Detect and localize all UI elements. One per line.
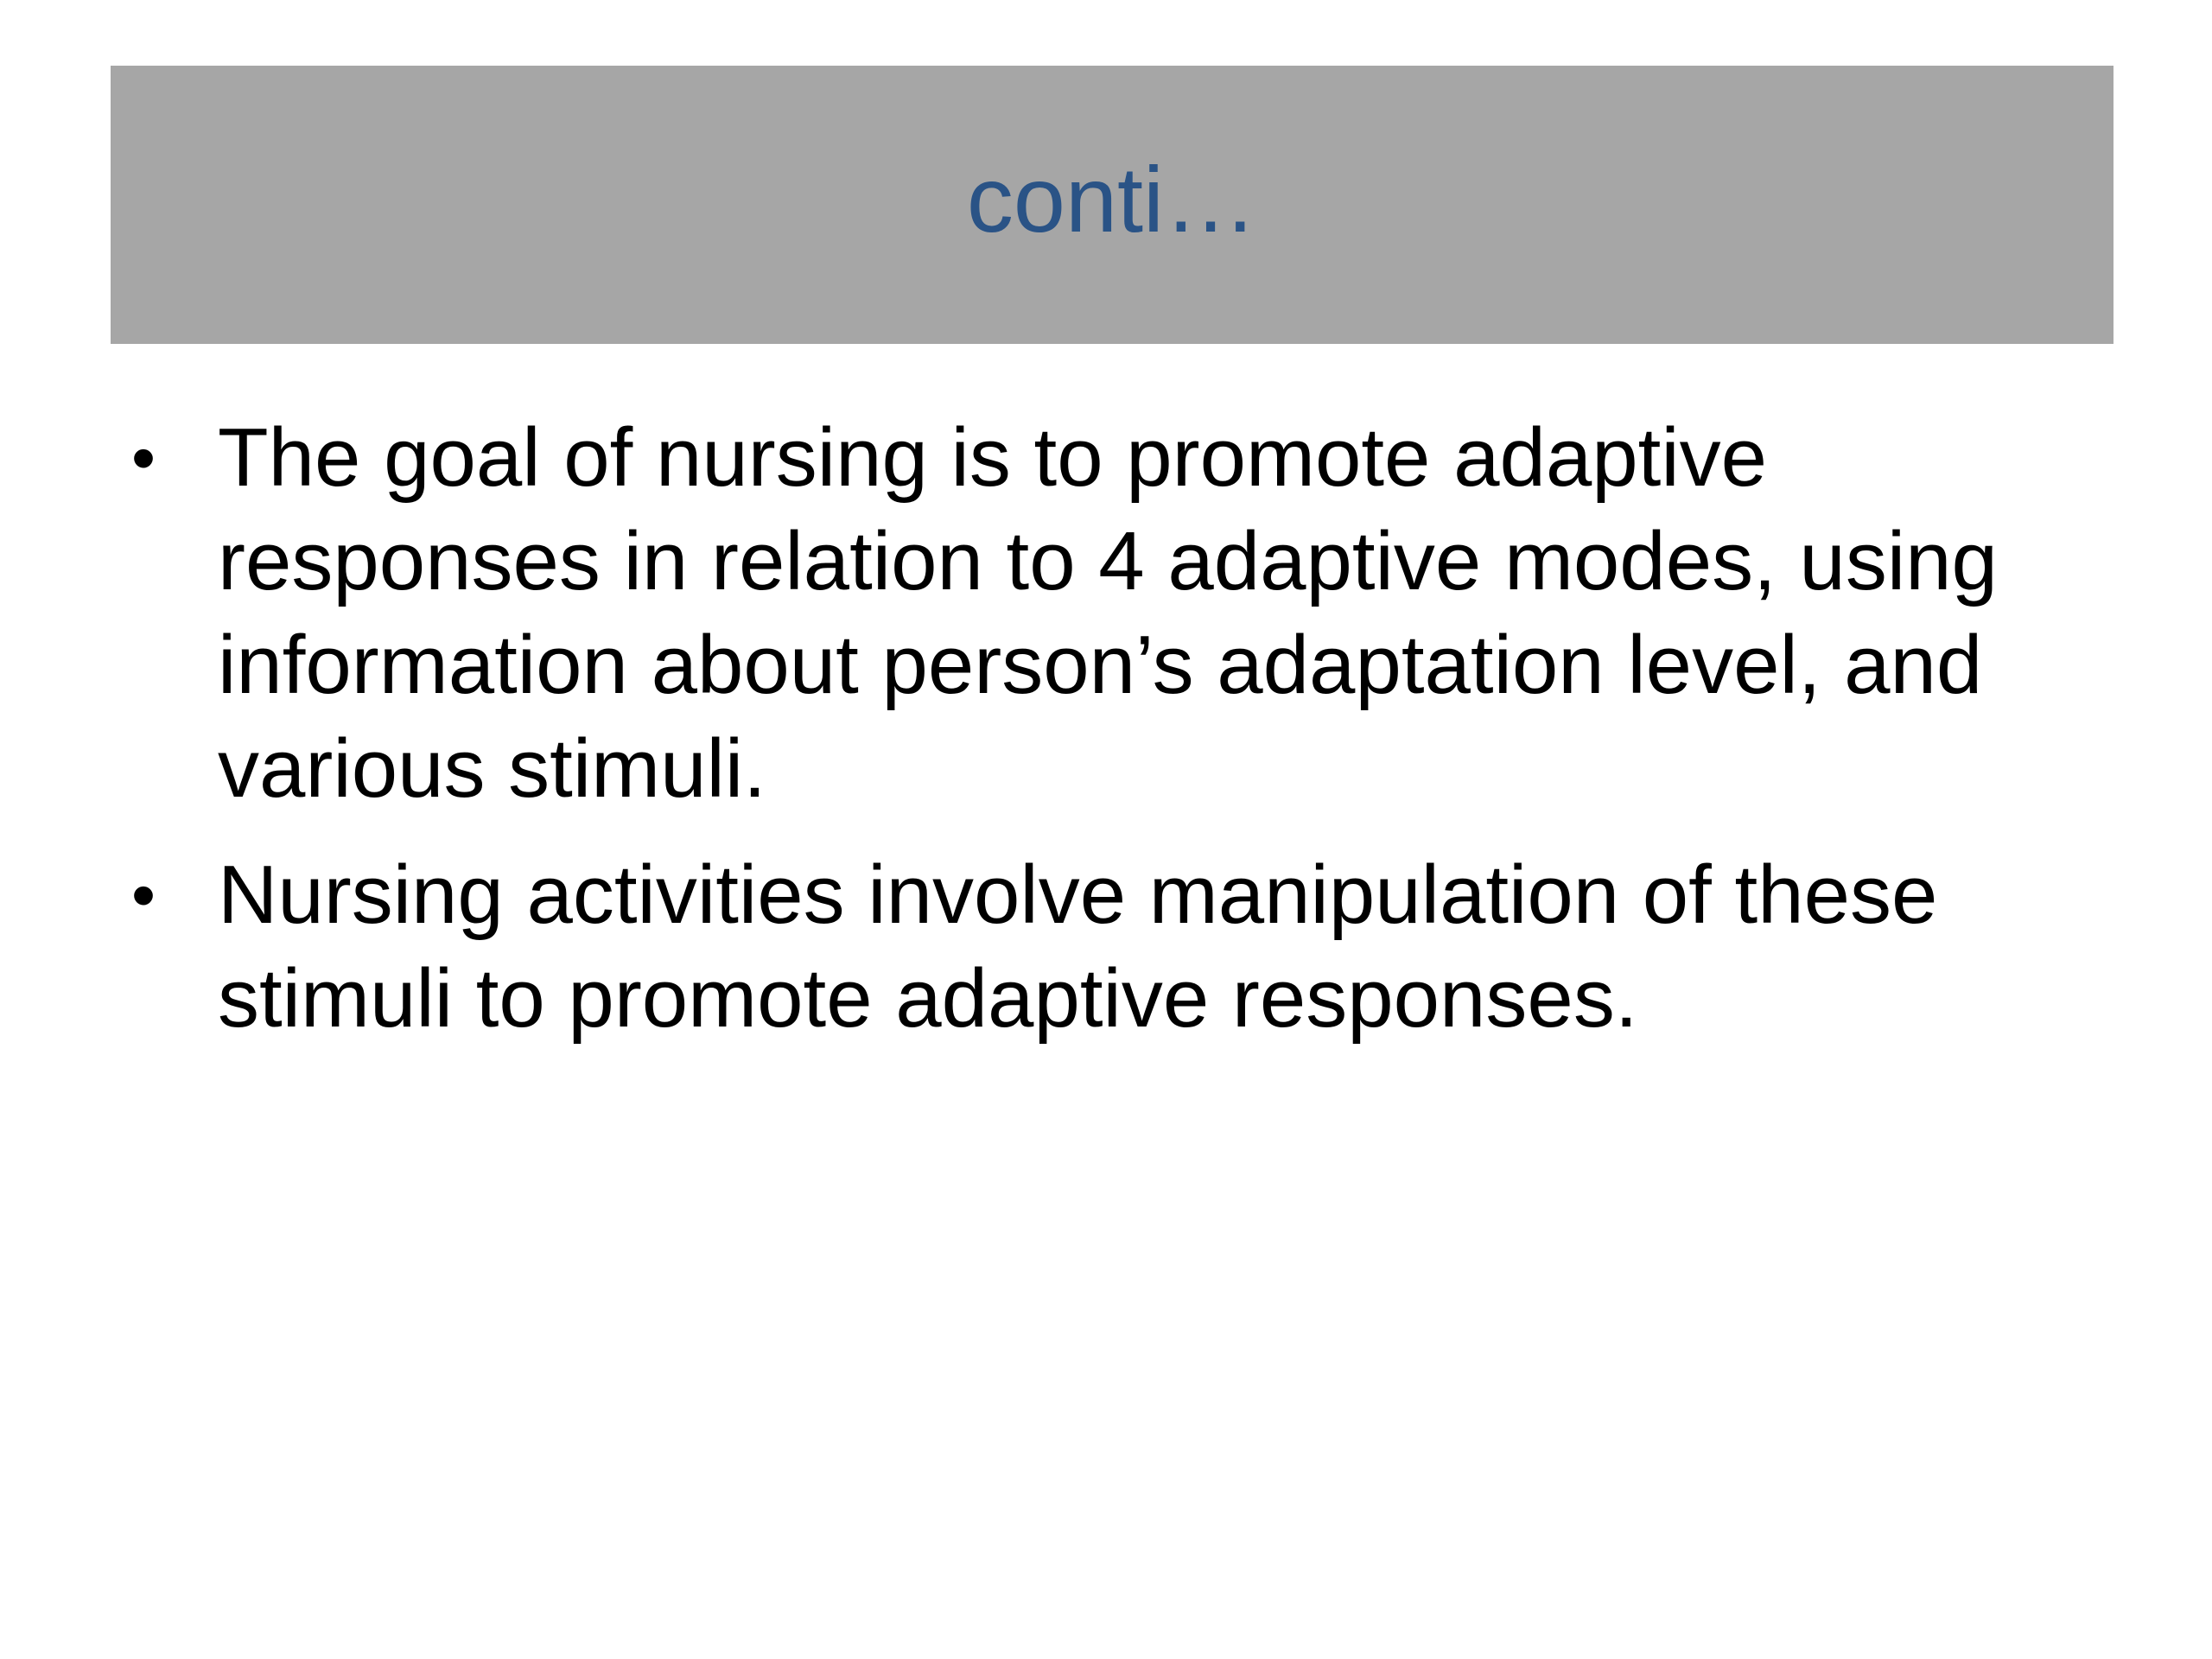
title-bar [111,66,2113,344]
bullet-item [121,406,2108,821]
bullet-text: The goal of nursing is to promote adaptive responses in relation to 4 adaptive modes, using information about person’s adaptation level, and various stimuli. [218,411,1998,815]
bullet-item [121,843,2108,1051]
bullet-text: Nursing activities involve manipulation of these stimuli to promote adaptive responses. [218,849,1938,1045]
bullet-list [121,406,2108,1073]
bullet-icon: • [131,419,156,496]
slide-title: conti… [966,147,1258,251]
bullet-icon: • [131,856,156,933]
